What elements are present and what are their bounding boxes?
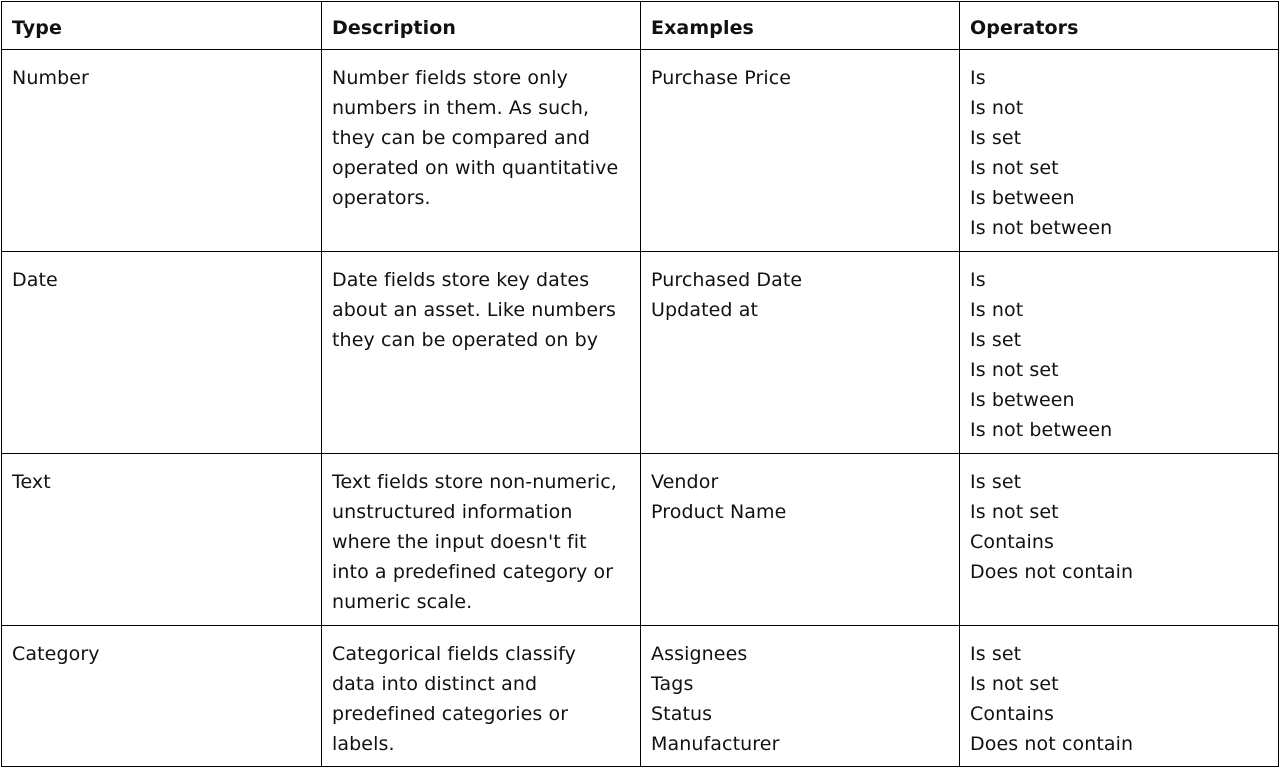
description-cell — [322, 252, 641, 454]
type-cell — [2, 626, 322, 767]
operator-item: Is between — [970, 389, 1075, 411]
type-label: Category — [12, 643, 100, 665]
operator-item: Contains — [970, 703, 1055, 725]
type-cell — [2, 454, 322, 626]
table-row-number — [2, 50, 1279, 252]
description-line: numeric scale. — [332, 591, 473, 613]
operator-item: Is set — [970, 471, 1022, 493]
description-line: numbers in them. As such, — [332, 97, 590, 119]
example-item: Manufacturer — [651, 733, 780, 755]
description-cell — [322, 626, 641, 767]
operators-cell — [960, 252, 1279, 454]
operators-cell — [960, 454, 1279, 626]
operator-item: Is set — [970, 643, 1022, 665]
description-line: operators. — [332, 187, 431, 209]
operator-item: Is not set — [970, 501, 1059, 523]
operator-item: Is — [970, 269, 986, 291]
header-type: Type — [2, 2, 322, 50]
operator-item: Is not set — [970, 673, 1059, 695]
operator-item: Is — [970, 67, 986, 89]
examples-cell — [641, 252, 960, 454]
example-item: Product Name — [651, 501, 787, 523]
example-item: Tags — [651, 673, 694, 695]
example-item: Vendor — [651, 471, 719, 493]
header-description: Description — [322, 2, 641, 50]
examples-cell — [641, 626, 960, 767]
header-examples: Examples — [641, 2, 960, 50]
type-label: Text — [12, 471, 51, 493]
type-cell — [2, 50, 322, 252]
example-item: Purchase Price — [651, 67, 792, 89]
operator-item: Is between — [970, 187, 1075, 209]
operator-item: Contains — [970, 531, 1055, 553]
description-cell — [322, 454, 641, 626]
examples-cell — [641, 454, 960, 626]
operator-item: Does not contain — [970, 561, 1134, 583]
operator-item: Is not set — [970, 359, 1059, 381]
field-types-table — [1, 1, 1279, 767]
type-cell — [2, 252, 322, 454]
description-line: they can be operated on by — [332, 329, 599, 351]
example-item: Updated at — [651, 299, 759, 321]
description-line: Categorical fields classify — [332, 643, 576, 665]
description-line: Date fields store key dates — [332, 269, 590, 291]
operator-item: Does not contain — [970, 733, 1134, 755]
operator-item: Is set — [970, 127, 1022, 149]
operator-item: Is not — [970, 97, 1024, 119]
example-item: Assignees — [651, 643, 748, 665]
operators-cell — [960, 50, 1279, 252]
operator-item: Is not between — [970, 419, 1113, 441]
description-line: where the input doesn't fit — [332, 531, 587, 553]
operator-item: Is not — [970, 299, 1024, 321]
description-line: into a predefined category or — [332, 561, 614, 583]
description-line: operated on with quantitative — [332, 157, 619, 179]
table-row-date — [2, 252, 1279, 454]
header-operators: Operators — [960, 2, 1279, 50]
description-line: they can be compared and — [332, 127, 591, 149]
description-line: labels. — [332, 733, 395, 755]
header-row — [2, 2, 1279, 50]
description-line: Number fields store only — [332, 67, 568, 89]
table-row-text — [2, 454, 1279, 626]
description-line: about an asset. Like numbers — [332, 299, 617, 321]
type-label: Date — [12, 269, 58, 291]
operators-cell — [960, 626, 1279, 767]
example-item: Status — [651, 703, 713, 725]
table-row-category — [2, 626, 1279, 767]
description-line: predefined categories or — [332, 703, 569, 725]
examples-cell — [641, 50, 960, 252]
description-line: Text fields store non-numeric, — [332, 471, 617, 493]
operator-item: Is set — [970, 329, 1022, 351]
operator-item: Is not between — [970, 217, 1113, 239]
description-line: unstructured information — [332, 501, 573, 523]
description-line: data into distinct and — [332, 673, 538, 695]
operator-item: Is not set — [970, 157, 1059, 179]
description-cell — [322, 50, 641, 252]
example-item: Purchased Date — [651, 269, 803, 291]
type-label: Number — [12, 67, 89, 89]
